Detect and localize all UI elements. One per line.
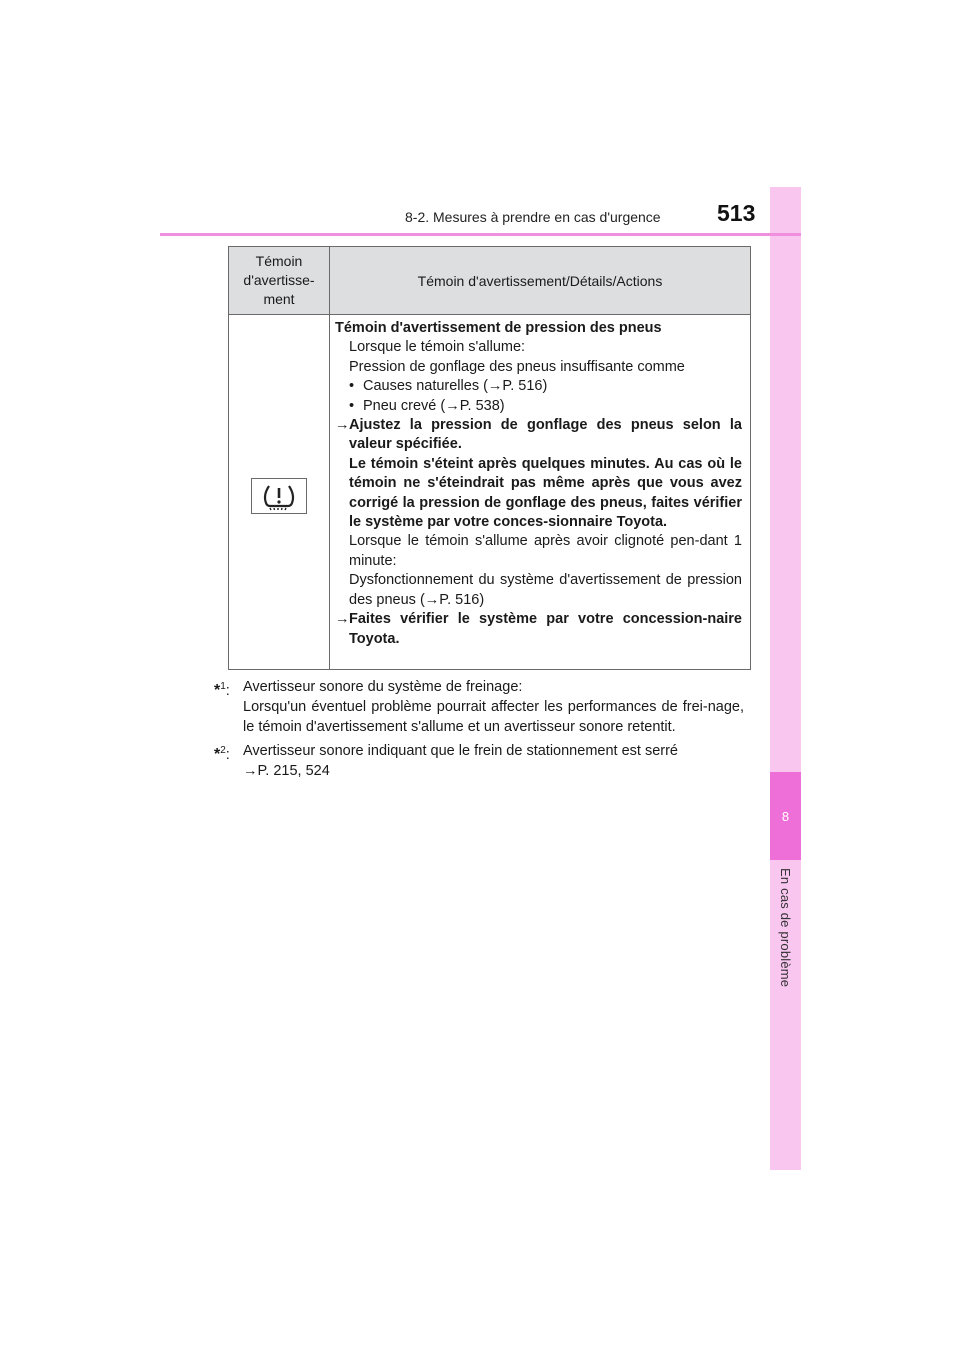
- table-row-details: [335, 319, 742, 649]
- warning-title: Témoin d'avertissement de pression des pneus: [335, 320, 662, 336]
- footnote-marker: *$^1$:: [214, 681, 230, 699]
- header-divider: [160, 233, 801, 236]
- action-text: Faites vérifier le système par votre concession-naire Toyota.: [349, 611, 742, 647]
- page-number: 513: [717, 200, 756, 226]
- footnote-marker: *$^2$:: [214, 745, 230, 763]
- column-divider: [329, 247, 330, 669]
- condition-text: Lorsque le témoin s'allume:: [349, 339, 526, 356]
- cause-bullet: • Pneu crevé (→P. 538): [349, 397, 505, 414]
- action-detail: Le témoin s'éteint après quelques minutes. Au cas où le témoin ne s'éteindrait pas même après que vous avez corrigé la pression de gonflage des pneus, faites vérifier le système par votre conces-sionnaire Toyota.: [349, 455, 742, 531]
- table-row-icon-cell: [229, 315, 329, 669]
- table-header: [229, 247, 750, 315]
- chapter-side-tab: [770, 187, 801, 1170]
- arrow-icon: →: [335, 611, 350, 628]
- malfunction-text: Dysfonctionnement du système d'avertissement de pression des pneus (→P. 516): [349, 572, 742, 608]
- action-text: Ajustez la pression de gonflage des pneus selon la valeur spécifiée.: [349, 417, 742, 453]
- chapter-title-vertical: En cas de problème: [778, 868, 793, 988]
- footnote-text: Avertisseur sonore du système de freinage:: [243, 679, 523, 695]
- warning-light-table: [228, 246, 751, 670]
- footnote-text: Avertisseur sonore indiquant que le frein de stationnement est serré: [243, 743, 678, 759]
- condition-text: Lorsque le témoin s'allume après avoir clignoté pen-dant 1 minute:: [349, 533, 742, 569]
- footnote-page-reference: →P. 215, 524: [243, 763, 330, 779]
- footnotes: [214, 677, 744, 785]
- action-item: [335, 610, 742, 649]
- column-header-indicator: Témoin d'avertisse-ment: [243, 253, 315, 307]
- footnote-detail: Lorsqu'un éventuel problème pourrait affecter les performances de frei-nage, le témoin d'avertissement s'allume et un avertisseur sonore retentit.: [243, 699, 744, 735]
- footnote: [214, 677, 744, 737]
- cause-text: Pression de gonflage des pneus insuffisante comme: [349, 358, 685, 375]
- action-item: [335, 416, 742, 455]
- column-header-details: Témoin d'avertissement/Détails/Actions: [417, 272, 663, 289]
- footnote: [214, 741, 744, 781]
- cause-bullet-text: Pneu crevé (→P. 538): [363, 397, 505, 414]
- cause-bullet-text: Causes naturelles (→P. 516): [363, 378, 548, 395]
- arrow-icon: →: [335, 417, 350, 434]
- tire-pressure-warning-icon: [251, 478, 307, 514]
- cause-bullet: • Causes naturelles (→P. 516): [349, 378, 548, 395]
- section-title: 8-2. Mesures à prendre en cas d'urgence: [405, 209, 661, 225]
- chapter-number-badge: 8: [770, 772, 801, 860]
